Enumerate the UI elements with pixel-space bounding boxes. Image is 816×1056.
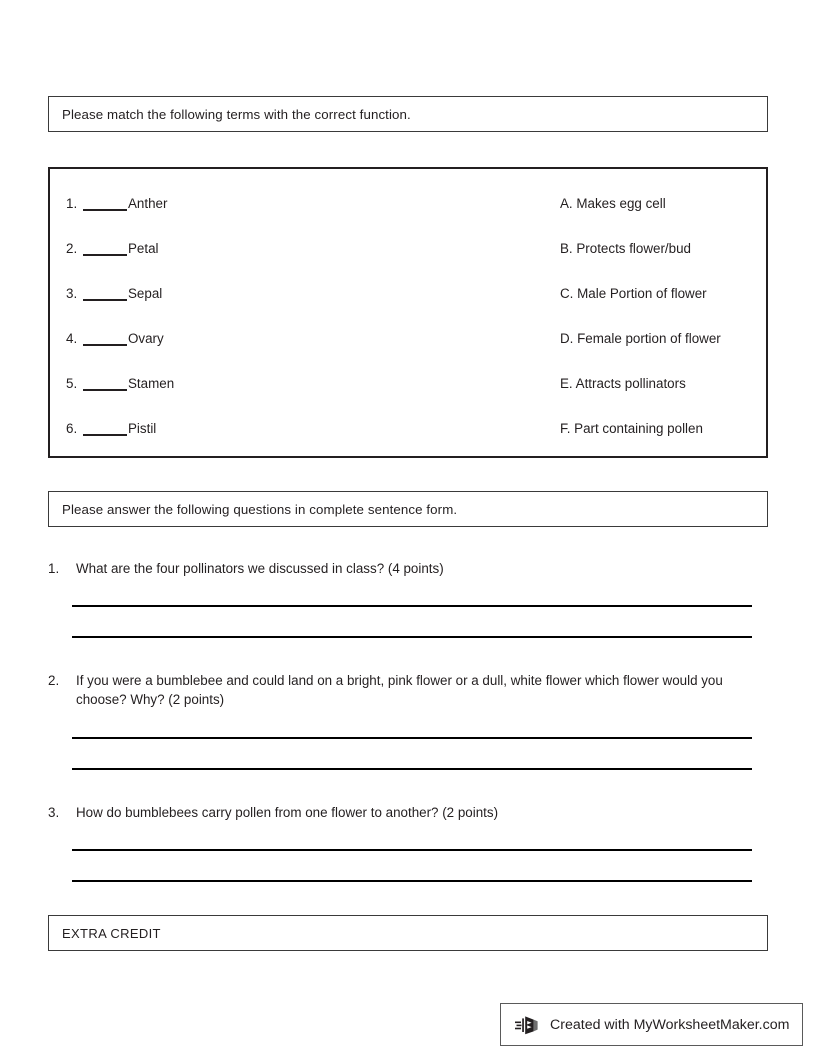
term-label: Stamen xyxy=(128,376,175,391)
matching-definition-row: F. Part containing pollen xyxy=(560,421,703,436)
term-number: 4. xyxy=(66,331,78,346)
matching-definitions-column xyxy=(560,181,760,451)
term-number: 2. xyxy=(66,241,78,256)
term-number: 6. xyxy=(66,421,78,436)
answer-line[interactable] xyxy=(72,737,752,739)
term-label: Petal xyxy=(128,241,159,256)
answer-blank-input[interactable] xyxy=(83,286,127,301)
question-text: What are the four pollinators we discussed in class? (4 points) xyxy=(76,561,444,576)
matching-term-row xyxy=(66,406,396,451)
answer-line[interactable] xyxy=(72,605,752,607)
term-label: Anther xyxy=(128,196,168,211)
question-3 xyxy=(48,803,772,822)
answer-line[interactable] xyxy=(72,636,752,638)
term-number: 5. xyxy=(66,376,78,391)
question-number: 1. xyxy=(48,561,60,576)
question-1 xyxy=(48,559,772,578)
answer-blank-input[interactable] xyxy=(83,376,127,391)
question-text: How do bumblebees carry pollen from one flower to another? (2 points) xyxy=(76,805,499,820)
answer-blank-input[interactable] xyxy=(83,196,127,211)
question-text: If you were a bumblebee and could land on a bright, pink flower or a dull, white flower which flower would you choose? Why? (2 points) xyxy=(76,673,723,707)
question-2 xyxy=(48,671,772,709)
question-number: 3. xyxy=(48,805,60,820)
matching-term-row xyxy=(66,361,396,406)
matching-term-row xyxy=(66,181,396,226)
answer-blank-input[interactable] xyxy=(83,421,127,436)
answer-line[interactable] xyxy=(72,880,752,882)
matching-instruction-box xyxy=(48,96,768,132)
answer-line[interactable] xyxy=(72,849,752,851)
matching-section-panel xyxy=(48,167,768,458)
matching-definition-row: A. Makes egg cell xyxy=(560,196,666,211)
matching-term-row xyxy=(66,316,396,361)
term-number: 1. xyxy=(66,196,78,211)
worksheet-maker-logo-icon xyxy=(515,1013,541,1037)
matching-definition-row: E. Attracts pollinators xyxy=(560,376,686,391)
badge-label: Created with MyWorksheetMaker.com xyxy=(550,1016,790,1033)
matching-definition-row: C. Male Portion of flower xyxy=(560,286,707,301)
free-response-instruction-box xyxy=(48,491,768,527)
matching-definition-row: D. Female portion of flower xyxy=(560,331,721,346)
term-label: Pistil xyxy=(128,421,157,436)
extra-credit-text: EXTRA CREDIT xyxy=(62,925,161,941)
answer-blank-input[interactable] xyxy=(83,241,127,256)
matching-definition-row: B. Protects flower/bud xyxy=(560,241,691,256)
matching-term-row xyxy=(66,271,396,316)
created-with-badge[interactable] xyxy=(500,1003,803,1046)
extra-credit-box xyxy=(48,915,768,951)
matching-instruction-text: Please match the following terms with the correct function. xyxy=(62,106,411,122)
term-label: Ovary xyxy=(128,331,164,346)
matching-terms-column xyxy=(66,181,396,451)
term-number: 3. xyxy=(66,286,78,301)
answer-blank-input[interactable] xyxy=(83,331,127,346)
matching-term-row xyxy=(66,226,396,271)
term-label: Sepal xyxy=(128,286,163,301)
answer-line[interactable] xyxy=(72,768,752,770)
free-response-instruction-text: Please answer the following questions in complete sentence form. xyxy=(62,501,458,517)
question-number: 2. xyxy=(48,673,60,688)
